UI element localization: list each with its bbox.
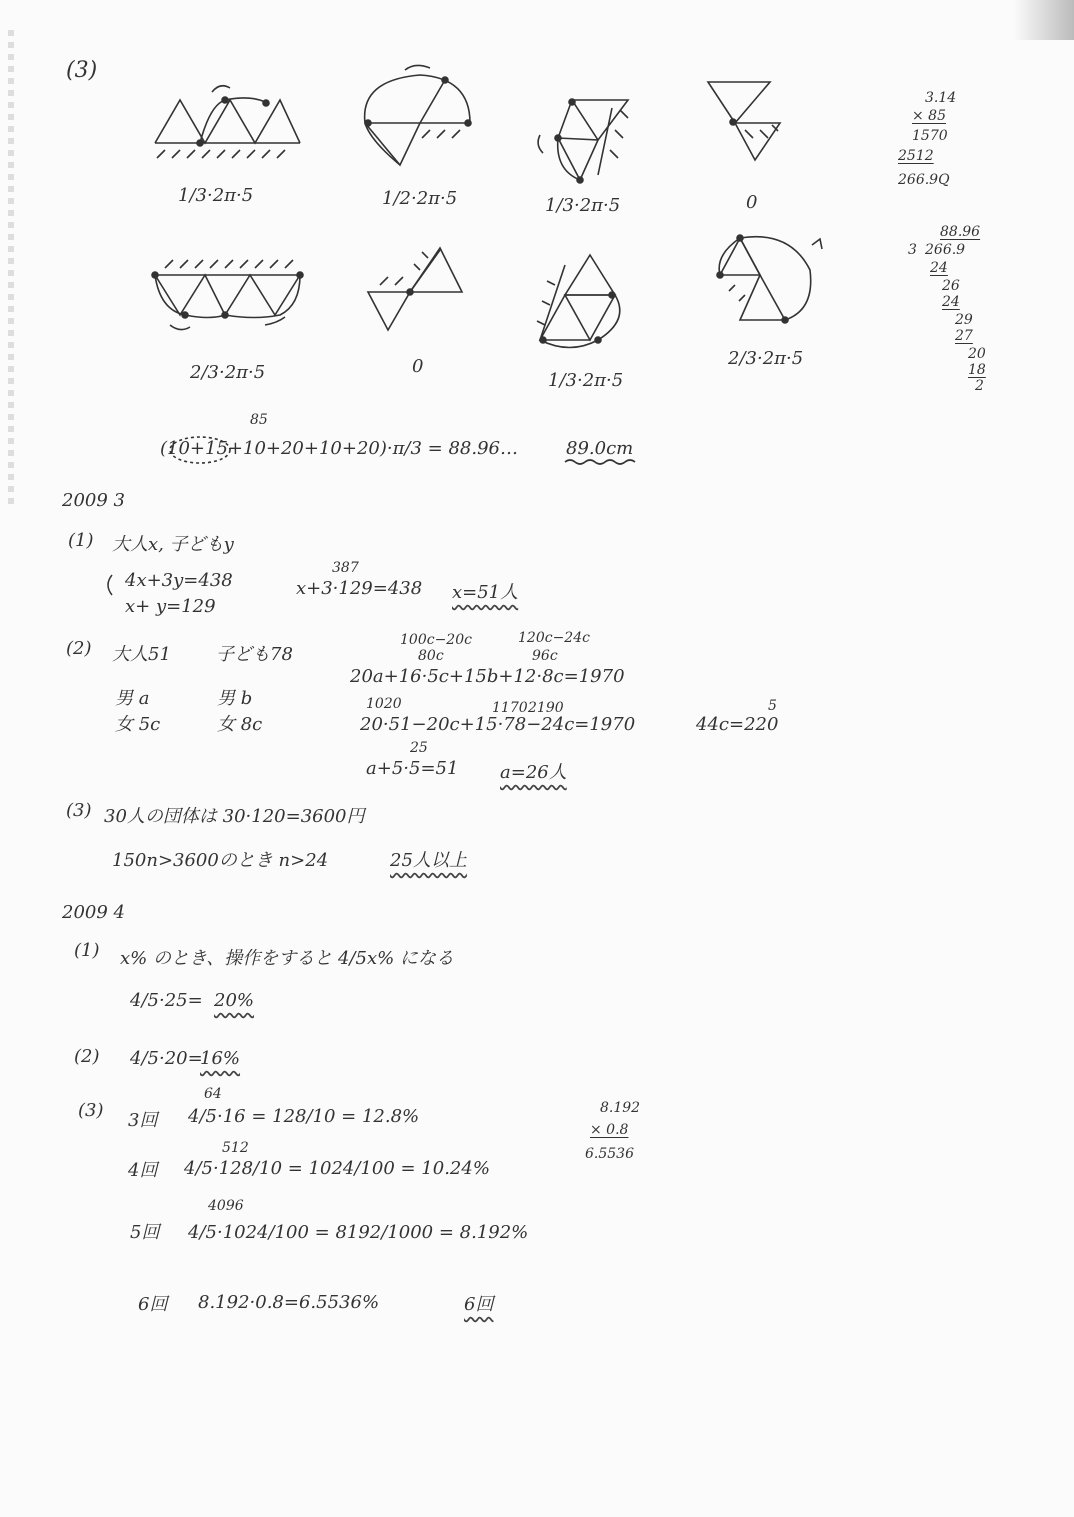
div-step2: 26 bbox=[942, 278, 960, 294]
equation-2: x+ y=129 bbox=[125, 596, 216, 617]
note-4: 96c bbox=[532, 648, 558, 664]
q2-label: (2) bbox=[66, 638, 92, 659]
div-step5: 27 bbox=[955, 328, 973, 344]
adult-female: 女 5c bbox=[115, 714, 161, 735]
equation-line-1: 20a+16·5c+15b+12·8c=1970 bbox=[350, 666, 625, 687]
mult-p1: 1570 bbox=[912, 128, 948, 144]
div-step8: 2 bbox=[975, 378, 984, 394]
equation-line-4: a+5·5=51 bbox=[366, 758, 459, 779]
round-5: 5回 bbox=[130, 1222, 160, 1243]
round-4-calc: 4/5·128/10 = 1024/100 = 10.24% bbox=[184, 1158, 490, 1179]
substitution-note: 387 bbox=[332, 560, 359, 576]
mult2-a: 8.192 bbox=[600, 1100, 641, 1116]
fig4-value: 0 bbox=[746, 192, 758, 213]
round-3-calc: 4/5·16 = 128/10 = 12.8% bbox=[188, 1106, 420, 1127]
div-divisor: 3 bbox=[908, 242, 917, 258]
note-6: 1170 bbox=[492, 700, 528, 716]
mult2-b: × 0.8 bbox=[590, 1122, 629, 1138]
equation-line-2: 20·51−20c+15·78−24c=1970 bbox=[360, 714, 636, 735]
note-8: 5 bbox=[768, 698, 777, 714]
q3-line-b: 150n>3600のとき n>24 bbox=[112, 850, 329, 871]
round-3-note: 64 bbox=[204, 1086, 222, 1102]
sum-annotation: 85 bbox=[250, 412, 268, 428]
q1-answer: x=51人 bbox=[452, 582, 519, 603]
equation-1: 4x+3y=438 bbox=[125, 570, 233, 591]
round-5-note: 4096 bbox=[208, 1198, 244, 1214]
section3-answer: 89.0cm bbox=[566, 438, 634, 459]
heading-2009-4: 2009 4 bbox=[62, 902, 125, 923]
fig7-value: 1/3·2π·5 bbox=[548, 370, 624, 391]
note-1: 100c−20c bbox=[400, 632, 472, 648]
round-6: 6回 bbox=[138, 1294, 168, 1315]
mult-a: 3.14 bbox=[925, 90, 957, 106]
round-3: 3回 bbox=[128, 1110, 158, 1131]
fig6-value: 0 bbox=[412, 356, 424, 377]
q1-answer-4: 20% bbox=[214, 990, 255, 1011]
sum-expression: (10+15+10+20+10+20)·π/3 = 88.96… bbox=[160, 438, 519, 459]
equation-line-3: 44c=220 bbox=[696, 714, 779, 735]
note-3: 120c−24c bbox=[518, 630, 590, 646]
note-2: 80c bbox=[418, 648, 444, 664]
brace bbox=[0, 0, 1074, 700]
section-label: (3) bbox=[66, 58, 98, 83]
mult2-result: 6.5536 bbox=[585, 1146, 634, 1162]
fig3-value: 1/3·2π·5 bbox=[545, 195, 621, 216]
adult-count: 大人51 bbox=[112, 644, 171, 665]
q2-answer: a=26人 bbox=[500, 762, 567, 783]
q3-label: (3) bbox=[66, 800, 92, 821]
fig8-value: 2/3·2π·5 bbox=[728, 348, 804, 369]
q1-calc-4: 4/5·25= bbox=[130, 990, 203, 1011]
q3-label-4: (3) bbox=[78, 1100, 104, 1121]
child-male: 男 b bbox=[217, 688, 253, 709]
child-female: 女 8c bbox=[217, 714, 263, 735]
fig5-value: 2/3·2π·5 bbox=[190, 362, 266, 383]
fig1-value: 1/3·2π·5 bbox=[178, 185, 254, 206]
q3-line-a: 30人の団体は 30·120=3600円 bbox=[104, 806, 365, 827]
mult-result: 266.9Q bbox=[898, 172, 950, 188]
div-dividend: 266.9 bbox=[925, 242, 966, 258]
div-step6: 20 bbox=[968, 346, 986, 362]
note-5: 1020 bbox=[366, 696, 402, 712]
q2-calc-4: 4/5·20= bbox=[130, 1048, 203, 1069]
note-7: 2190 bbox=[528, 700, 564, 716]
q3-answer-4: 6回 bbox=[464, 1294, 494, 1315]
q1-text-4: x% のとき、操作をすると 4/5x% になる bbox=[120, 948, 454, 969]
heading-2009-3: 2009 3 bbox=[62, 490, 125, 511]
div-step3: 24 bbox=[942, 294, 960, 310]
child-count: 子ども78 bbox=[216, 644, 293, 665]
round-4-note: 512 bbox=[222, 1140, 249, 1156]
mult-p2: 2512 bbox=[898, 148, 934, 164]
q1-label: (1) bbox=[68, 530, 94, 551]
q2-answer-4: 16% bbox=[200, 1048, 241, 1069]
q1-label-4: (1) bbox=[74, 940, 100, 961]
adult-male: 男 a bbox=[115, 688, 150, 709]
note-9: 25 bbox=[410, 740, 428, 756]
q2-label-4: (2) bbox=[74, 1046, 100, 1067]
q3-answer: 25人以上 bbox=[390, 850, 467, 871]
div-step1: 24 bbox=[930, 260, 948, 276]
round-4: 4回 bbox=[128, 1160, 158, 1181]
substitution: x+3·129=438 bbox=[296, 578, 423, 599]
mult-b: × 85 bbox=[912, 108, 946, 124]
div-quotient: 88.96 bbox=[940, 224, 981, 240]
div-step4: 29 bbox=[955, 312, 973, 328]
div-step7: 18 bbox=[968, 362, 986, 378]
round-5-calc: 4/5·1024/100 = 8192/1000 = 8.192% bbox=[188, 1222, 529, 1243]
round-6-calc: 8.192·0.8=6.5536% bbox=[198, 1292, 380, 1313]
q1-definition: 大人x, 子どもy bbox=[112, 534, 234, 555]
fig2-value: 1/2·2π·5 bbox=[382, 188, 458, 209]
